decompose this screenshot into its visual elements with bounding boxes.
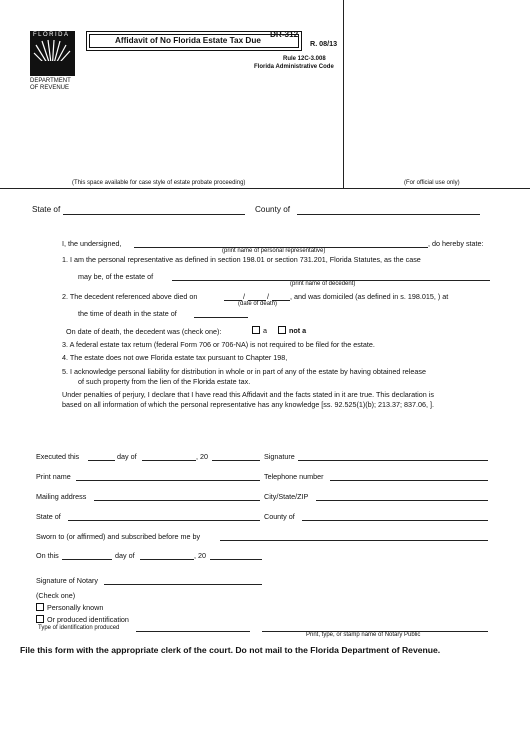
state-input[interactable] xyxy=(63,214,245,215)
print-name-label: Print name xyxy=(36,472,71,481)
sworn-label: Sworn to (or affirmed) and subscribed before me by xyxy=(36,532,201,541)
notary-print-note: Print, type, or stamp name of Notary Public xyxy=(306,632,421,638)
notary-signature-input[interactable] xyxy=(104,584,262,585)
nonresident-checkbox[interactable]: not a xyxy=(278,326,306,335)
item-1-line-b: may be, of the estate of xyxy=(78,272,154,281)
notary-day-input[interactable] xyxy=(62,559,112,560)
city-label: City/State/ZIP xyxy=(264,492,309,501)
item-4-text: 4. The estate does not owe Florida estate tax pursuant to Chapter 198, xyxy=(62,353,288,362)
item-2-line-a-end: , and was domiciled (as defined in s. 198.015, ) at xyxy=(290,292,449,301)
executed-day-of-label: day of xyxy=(117,452,137,461)
checkbox-icon xyxy=(252,326,260,334)
resident-checkbox[interactable]: a xyxy=(252,326,267,335)
intro-text: I, the undersigned, xyxy=(62,239,122,248)
checkbox-icon xyxy=(278,326,286,334)
print-name-input[interactable] xyxy=(76,480,260,481)
exec-county-input[interactable] xyxy=(302,520,488,521)
state-label: State of xyxy=(32,205,61,214)
form-title: Affidavit of No Florida Estate Tax Due xyxy=(115,36,261,45)
date-slash-1: / xyxy=(243,292,245,301)
representative-name-note: (print name of personal representative) xyxy=(222,248,326,254)
item-2-line-a: 2. The decedent referenced above died on xyxy=(62,292,198,301)
logo-revenue-text: OF REVENUE xyxy=(30,85,70,91)
county-input[interactable] xyxy=(297,214,480,215)
notary-day-of-label: day of xyxy=(115,551,135,560)
notary-year-input[interactable] xyxy=(210,559,262,560)
mailing-label: Mailing address xyxy=(36,492,87,501)
item-1-line-a: 1. I am the personal representative as defined in section 198.01 or section 731.201, Florida Statutes, as the case xyxy=(62,255,421,264)
county-label: County of xyxy=(255,205,291,214)
official-use-note: (For official use only) xyxy=(404,180,460,186)
item-5-line-a: 5. I acknowledge personal liability for distribution in whole or in part of any of the estate by having obtained release xyxy=(62,367,426,376)
admin-code: Florida Administrative Code xyxy=(254,64,334,70)
checkbox-icon xyxy=(36,603,44,611)
revision-date: R. 08/13 xyxy=(310,39,338,48)
caption-divider xyxy=(343,0,344,188)
item-3-text: 3. A federal estate tax return (federal Form 706 or 706-NA) is not required to be filed for the estate. xyxy=(62,340,375,349)
notary-year-label: , 20 xyxy=(194,551,206,560)
item-2-line-b: the time of death in the state of xyxy=(78,309,177,318)
telephone-label: Telephone number xyxy=(264,472,324,481)
caption-bottom-line xyxy=(0,188,530,189)
personally-known-checkbox[interactable]: Personally known xyxy=(36,603,103,612)
signature-label: Signature xyxy=(264,452,295,461)
sworn-by-input[interactable] xyxy=(220,540,488,541)
city-input[interactable] xyxy=(316,500,488,501)
executed-label: Executed this xyxy=(36,452,80,461)
check-one-label: (Check one) xyxy=(36,591,76,600)
footer-notice: File this form with the appropriate clerk of the court. Do not mail to the Florida Department of Revenue. xyxy=(20,645,441,655)
telephone-input[interactable] xyxy=(330,480,488,481)
perjury-line-a: Under penalties of perjury, I declare that I have read this Affidavit and the facts stated in it are true. This declaration is xyxy=(62,390,434,399)
executed-day-input[interactable] xyxy=(88,460,115,461)
executed-year-label: , 20 xyxy=(196,452,208,461)
notary-signature-label: Signature of Notary xyxy=(36,576,98,585)
item-5-line-b: of such property from the lien of the Florida estate tax. xyxy=(78,377,251,386)
id-type-label: Type of identification produced xyxy=(38,625,120,631)
logo-top-text: FLORIDA xyxy=(33,32,70,38)
date-slash-2: / xyxy=(267,292,269,301)
exec-state-input[interactable] xyxy=(68,520,260,521)
intro-end-text: , do hereby state: xyxy=(428,239,484,248)
executed-year-input[interactable] xyxy=(212,460,260,461)
produced-id-checkbox[interactable]: Or produced identification xyxy=(36,615,129,624)
county-of-label: County of xyxy=(264,512,295,521)
rule-number: Rule 12C-3.008 xyxy=(283,56,326,62)
signature-input[interactable] xyxy=(298,460,488,461)
checkbox-icon xyxy=(36,615,44,623)
decedent-name-note: (print name of decedent) xyxy=(290,281,356,287)
perjury-line-b: based on all information of which the personal representative has any knowledge [ss. 92.525(1)(b); 213.37; 837.06, ]. xyxy=(62,400,434,409)
logo-dept-text: DEPARTMENT xyxy=(30,78,71,84)
on-this-label: On this xyxy=(36,551,59,560)
state-of-label: State of xyxy=(36,512,61,521)
check-intro-text: On date of death, the decedent was (check one): xyxy=(66,327,222,336)
id-type-input[interactable] xyxy=(136,631,250,632)
form-number: DR-312 xyxy=(270,30,299,39)
date-of-death-note: (date of death) xyxy=(238,301,278,307)
case-style-note: (This space available for case style of estate probate proceeding) xyxy=(72,180,246,186)
notary-month-input[interactable] xyxy=(140,559,194,560)
mailing-input[interactable] xyxy=(94,500,260,501)
domicile-state-input[interactable] xyxy=(194,317,248,318)
executed-month-input[interactable] xyxy=(142,460,196,461)
florida-logo xyxy=(30,31,75,76)
